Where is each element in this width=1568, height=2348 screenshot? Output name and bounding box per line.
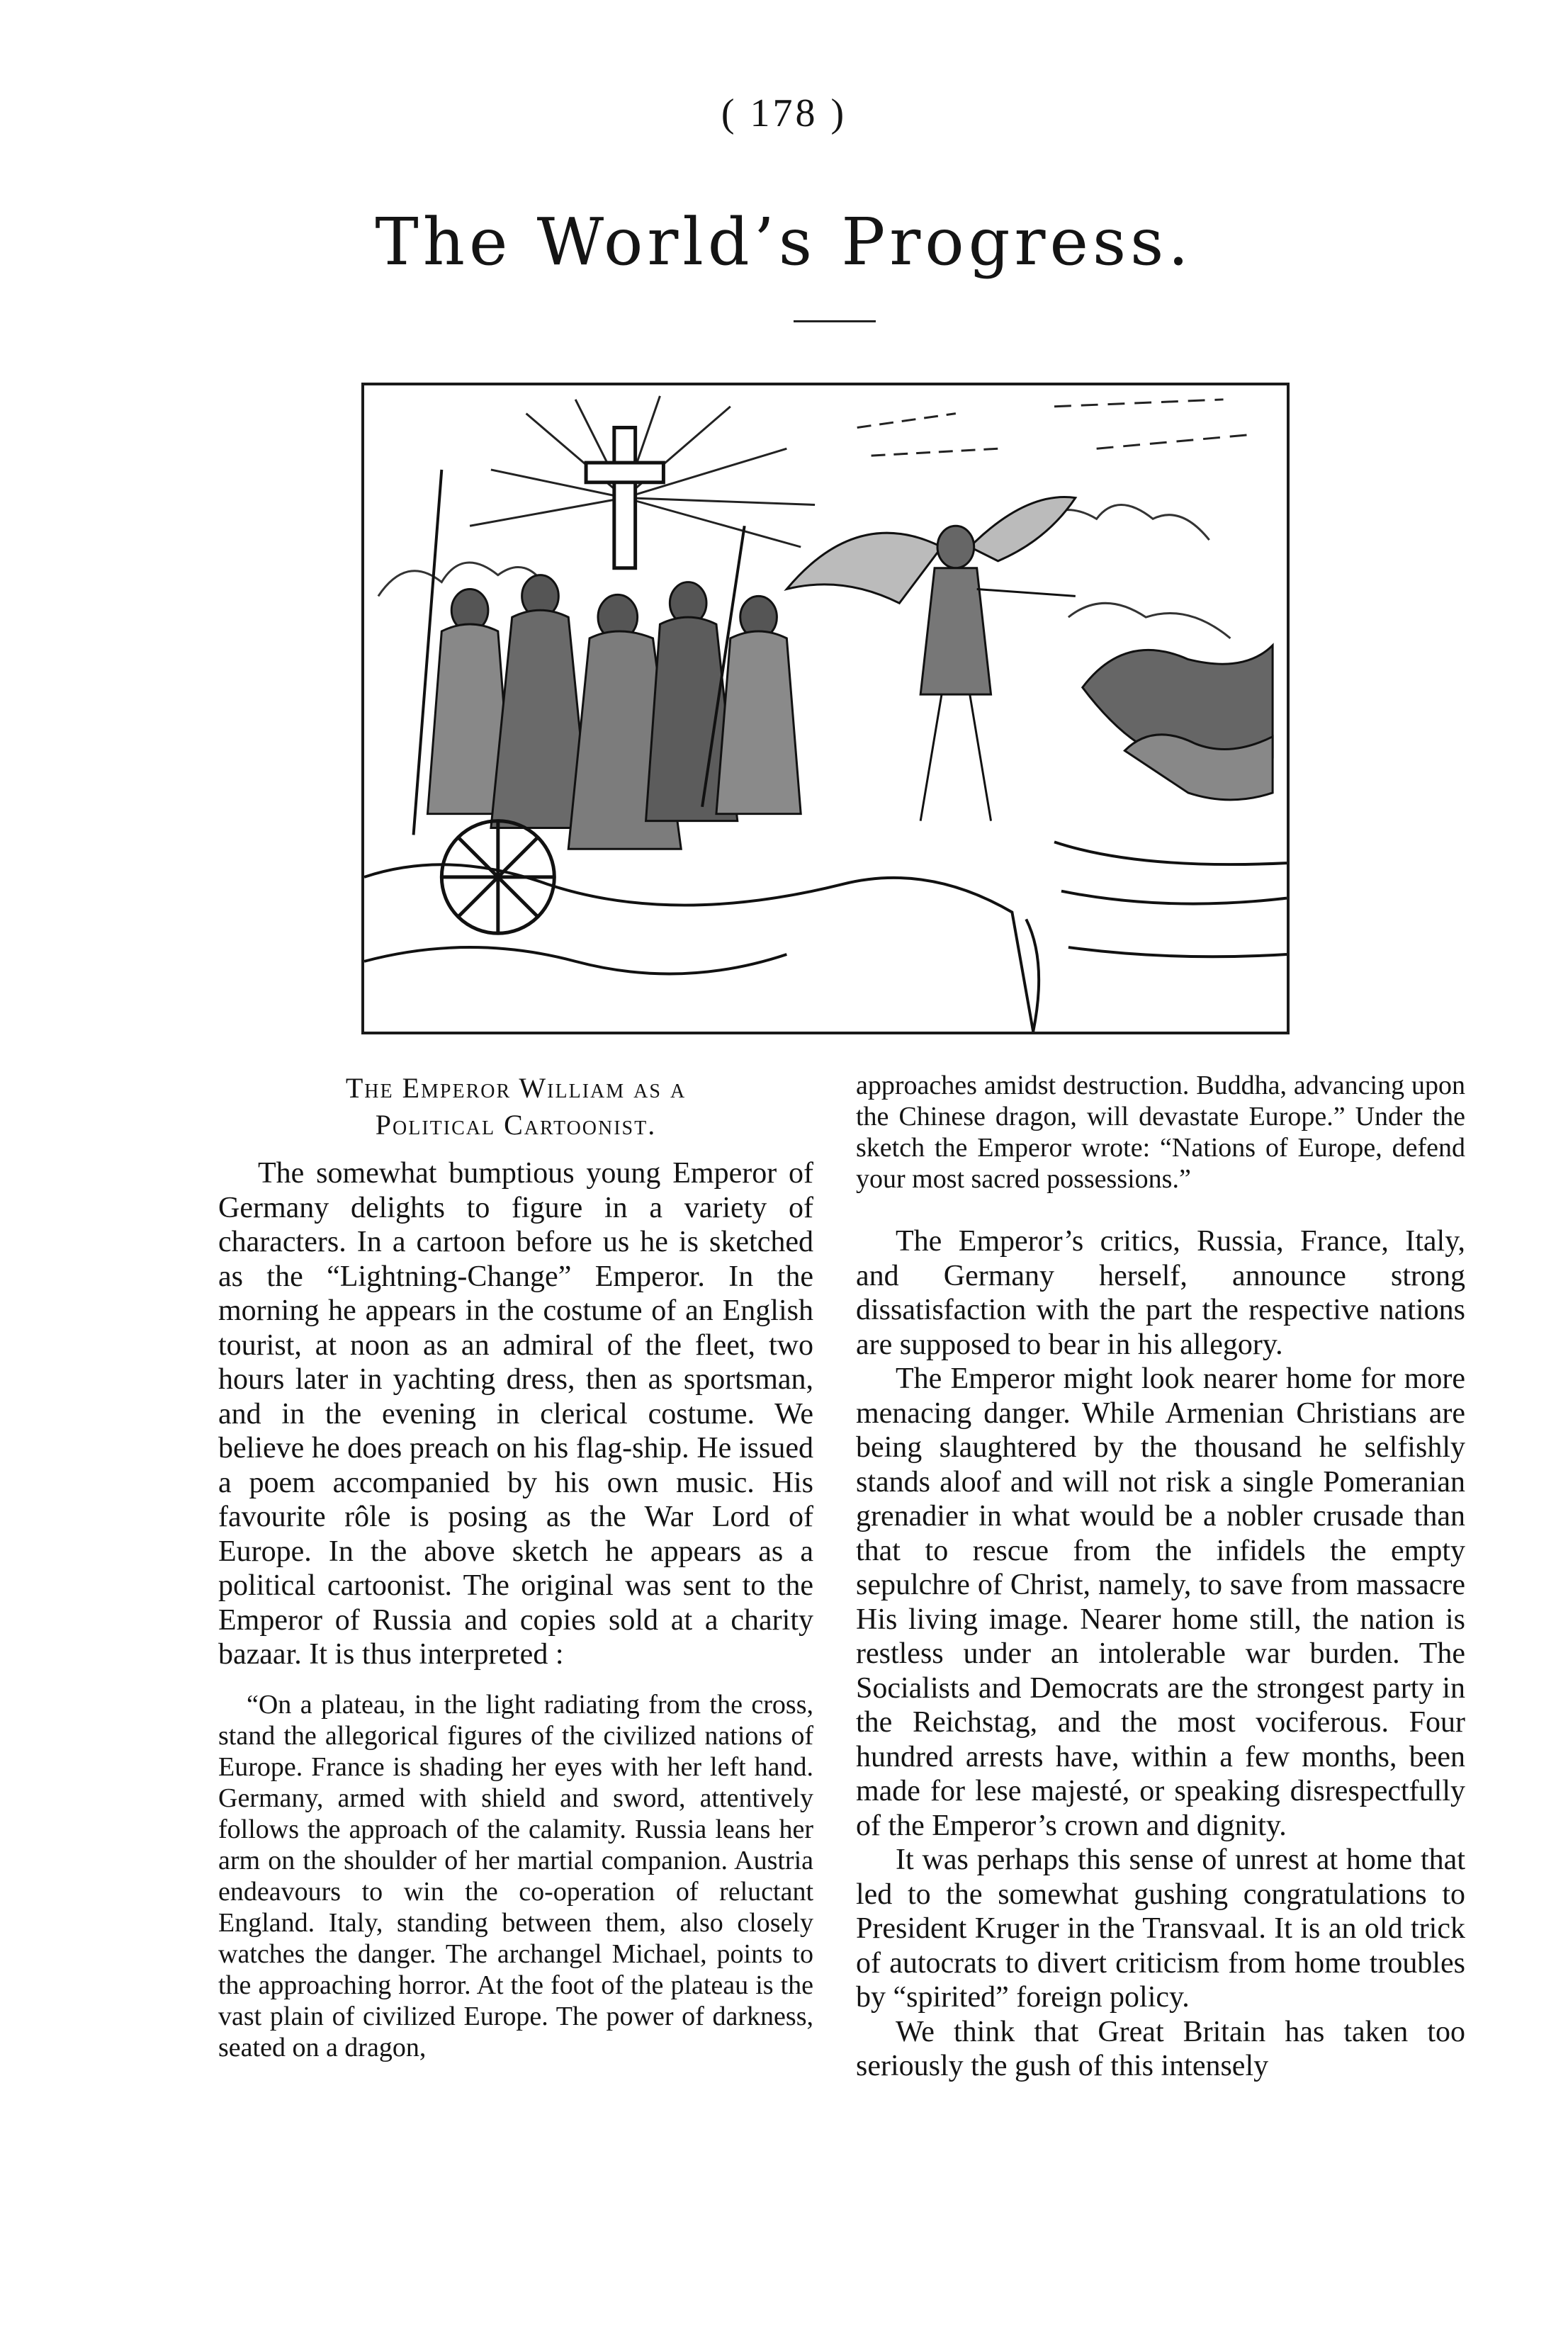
dragon-smoke xyxy=(1083,645,1273,800)
section-heading-line2: Political Cartoonist. xyxy=(375,1109,657,1141)
plateau-rocks xyxy=(364,842,1287,1032)
cartoon-illustration xyxy=(361,383,1290,1034)
left-column xyxy=(218,1070,813,2063)
archangel-figure xyxy=(786,497,1075,821)
page-title: The World’s Progress. xyxy=(375,204,1193,280)
quote-paragraph: “On a plateau, in the light radiating from the cross, stand the allegorical figures of the civilized nations of Europe. France is shading her eyes with her left hand. Germany, armed with shield and sword, attentively follows the approach of the calamity. Russia leans her arm on the shoulder of her martial companion. Austria endeavours to win the co-operation of reluctant England. Italy, standing between them, also closely watches the danger. The archangel Michael, points to the approaching horror. At the foot of the plateau is the vast plain of civilized Europe. The power of darkness, seated on a dragon, xyxy=(218,1689,813,2062)
paragraph-danger: The Emperor might look nearer home for more menacing danger. While Armenian Christians are being slaughtered by the thousand he selfishly stands aloof and will not risk a single Pomeranian grenadier in what would be a nobler crusade than that to rescue from the infidels the empty sepulchre of Christ, namely, to save from massacre His living image. Nearer home still, the nation is restless under an intolerable war burden. The Socialists and Democrats are the strongest party in the Reichstag, and the most vociferous. Four hundred arrests have, within a few months, been made for lese majesté, or speaking disrespectfully of the Emperor’s crown and dignity. xyxy=(856,1362,1465,1842)
cartoon-drawing xyxy=(364,385,1287,1032)
paragraph-britain: We think that Great Britain has taken too seriously the gush of this intensely xyxy=(856,2015,1465,2082)
title-rule xyxy=(794,320,876,322)
page-number: ( 178 ) xyxy=(721,91,847,135)
section-heading xyxy=(218,1070,813,1144)
right-column xyxy=(856,1070,1465,2084)
wheel-icon xyxy=(441,821,554,934)
paragraph-intro: The somewhat bumptious young Emperor of Germany delights to figure in a variety of characters. In a cartoon before us he is sketched as the “Lightning-Change” Emperor. In the morning he appears in the costume of an English tourist, at noon as an admiral of the fleet, two hours later in yachting dress, then as sportsman, and in the evening in clerical costume. We believe he does preach on his flag-ship. He issued a poem accompanied by his own music. His favourite rôle is posing as the War Lord of Europe. In the above sketch he appears as a political cartoonist. The original was sent to the Emperor of Russia and copies sold at a charity bazaar. It is thus interpreted : xyxy=(218,1157,813,1671)
paragraph-unrest: It was perhaps this sense of unrest at home that led to the somewhat gushing congratulations to President Kruger in the Transvaal. It is an old trick of autocrats to divert criticism from home troubles by “spirited” foreign policy. xyxy=(856,1844,1465,2014)
nations-figures xyxy=(427,575,801,850)
quote-continuation: approaches amidst destruction. Buddha, advancing upon the Chinese dragon, will devastate Europe.” Under the sketch the Emperor wrote: “Nations of Europe, defend your most sacred possessions.” xyxy=(856,1071,1465,1194)
section-heading-line1: The Emperor William as a xyxy=(345,1072,687,1104)
paragraph-critics: The Emperor’s critics, Russia, France, Italy, and Germany herself, announce strong dissatisfaction with the part the respective nations are supposed to bear in his allegory. xyxy=(856,1225,1465,1361)
